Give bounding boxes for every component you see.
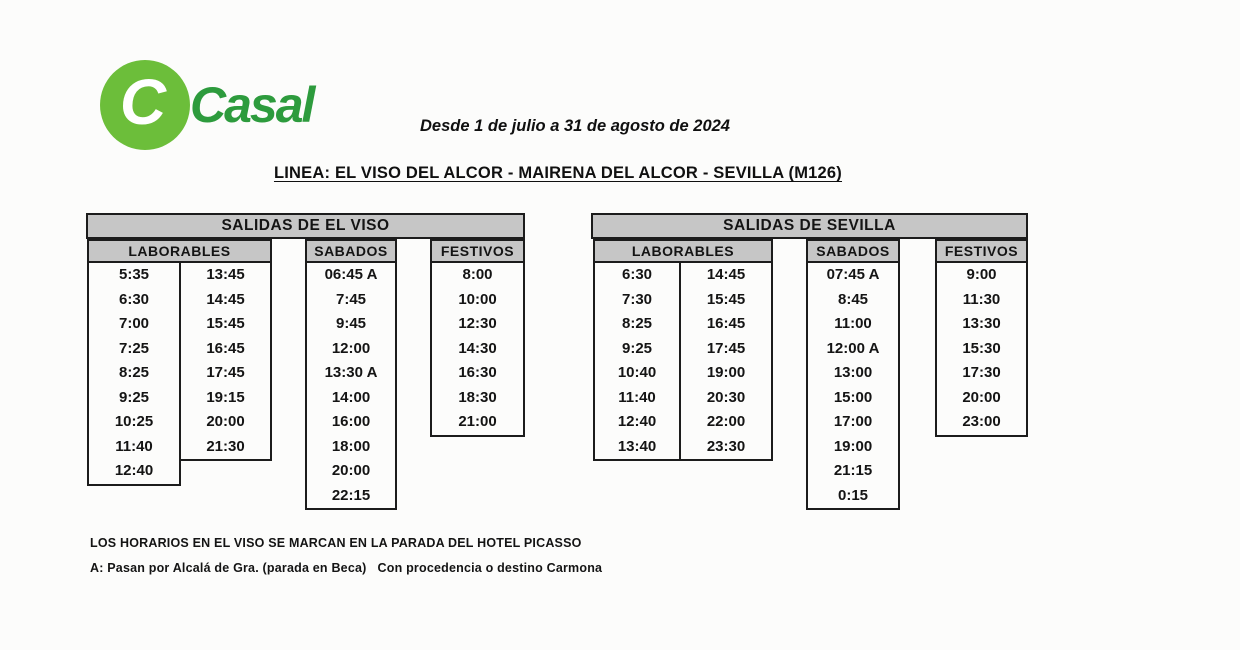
time-cell: 12:40 [617,413,657,430]
time-cell: 9:25 [621,339,653,357]
time-cell: 15:45 [206,315,245,332]
time-cell: 14:00 [331,388,371,406]
time-cell: 21:00 [458,413,497,430]
time-cell: 19:00 [833,437,873,455]
time-cell: 8:25 [118,364,150,381]
time-cell: 23:00 [962,413,1001,430]
time-cell: 10:25 [114,413,154,430]
time-cell: 20:00 [331,462,371,479]
time-cell: 14:45 [206,290,245,308]
logo-letter: C [119,66,167,138]
time-cell: 20:00 [206,413,245,430]
time-cell: 12:00 A [826,339,880,357]
time-cell: 13:30 [962,315,1001,332]
time-cell: 16:45 [706,315,746,332]
note-hotel-picasso: LOS HORARIOS EN EL VISO SE MARCAN EN LA PARADA DEL HOTEL PICASSO [90,536,582,550]
time-cell: 11:00 [834,315,872,332]
time-cell: 16:30 [458,364,497,381]
time-cell: 12:30 [458,315,497,332]
time-cell: 07:45 A [826,266,880,283]
times-sabados-sevilla [806,263,900,510]
time-cell: 13:30 A [324,364,378,381]
time-cell: 15:30 [962,339,1001,357]
time-cell: 9:00 [966,266,997,283]
time-cell: 17:45 [206,364,245,381]
header-laborables-sevilla: LABORABLES [593,239,773,263]
time-cell: 0:15 [837,486,869,504]
time-cell: 7:25 [118,339,150,357]
validity-date-range: Desde 1 de julio a 31 de agosto de 2024 [420,117,730,135]
time-cell: 14:45 [706,266,746,283]
time-cell: 8:25 [621,315,653,332]
time-cell: 10:40 [617,364,657,381]
time-cell: 11:40 [618,388,656,406]
header-sabados-el-viso: SABADOS [305,239,397,263]
time-cell: 13:00 [833,364,873,381]
time-cell: 06:45 A [324,266,378,283]
time-cell: 20:00 [962,388,1001,406]
times-laborables-col1-el-viso [87,263,181,486]
time-cell: 13:45 [206,266,245,283]
time-cell: 13:40 [617,437,657,455]
time-cell: 9:25 [118,388,150,406]
time-cell: 18:30 [458,388,497,406]
time-cell: 18:00 [331,437,371,455]
header-sabados-sevilla: SABADOS [806,239,900,263]
casal-logo-icon [100,60,190,150]
times-laborables-col2-sevilla [681,263,773,461]
times-festivos-el-viso [430,263,525,437]
time-cell: 16:00 [331,413,371,430]
line-title: LINEA: EL VISO DEL ALCOR - MAIRENA DEL ALCOR - SEVILLA (M126) [273,164,843,182]
time-cell: 14:30 [458,339,497,357]
time-cell: 8:00 [462,266,493,283]
brand-name: Casal [190,77,314,133]
time-cell: 7:00 [118,315,150,332]
time-cell: 22:00 [706,413,746,430]
table-title-sevilla: SALIDAS DE SEVILLA [591,213,1028,239]
time-cell: 12:00 [331,339,371,357]
time-cell: 21:30 [206,437,245,455]
time-cell: 17:30 [962,364,1001,381]
time-cell: 9:45 [335,315,367,332]
time-cell: 10:00 [458,290,497,308]
time-cell: 11:30 [962,290,1001,308]
time-cell: 7:45 [335,290,367,308]
time-cell: 15:00 [833,388,873,406]
header-festivos-sevilla: FESTIVOS [935,239,1028,263]
time-cell: 22:15 [331,486,371,504]
time-cell: 19:00 [706,364,746,381]
time-cell: 6:30 [621,266,653,283]
time-cell: 17:00 [833,413,873,430]
time-cell: 6:30 [118,290,150,308]
note-footnote-a: A: Pasan por Alcalá de Gra. (parada en Beca) Con procedencia o destino Carmona [90,561,603,575]
time-cell: 5:35 [118,266,150,283]
header-festivos-el-viso: FESTIVOS [430,239,525,263]
time-cell: 21:15 [833,462,873,479]
times-festivos-sevilla [935,263,1028,437]
time-cell: 16:45 [206,339,245,357]
time-cell: 11:40 [115,437,153,455]
times-laborables-col1-sevilla [593,263,681,461]
time-cell: 19:15 [206,388,245,406]
table-title-el-viso: SALIDAS DE EL VISO [86,213,525,239]
time-cell: 20:30 [706,388,746,406]
times-sabados-el-viso [305,263,397,510]
time-cell: 15:45 [706,290,746,308]
time-cell: 17:45 [706,339,746,357]
times-laborables-col2-el-viso [181,263,272,461]
time-cell: 8:45 [837,290,869,308]
time-cell: 7:30 [621,290,653,308]
time-cell: 23:30 [706,437,746,455]
time-cell: 12:40 [114,462,154,479]
header-laborables-el-viso: LABORABLES [87,239,272,263]
